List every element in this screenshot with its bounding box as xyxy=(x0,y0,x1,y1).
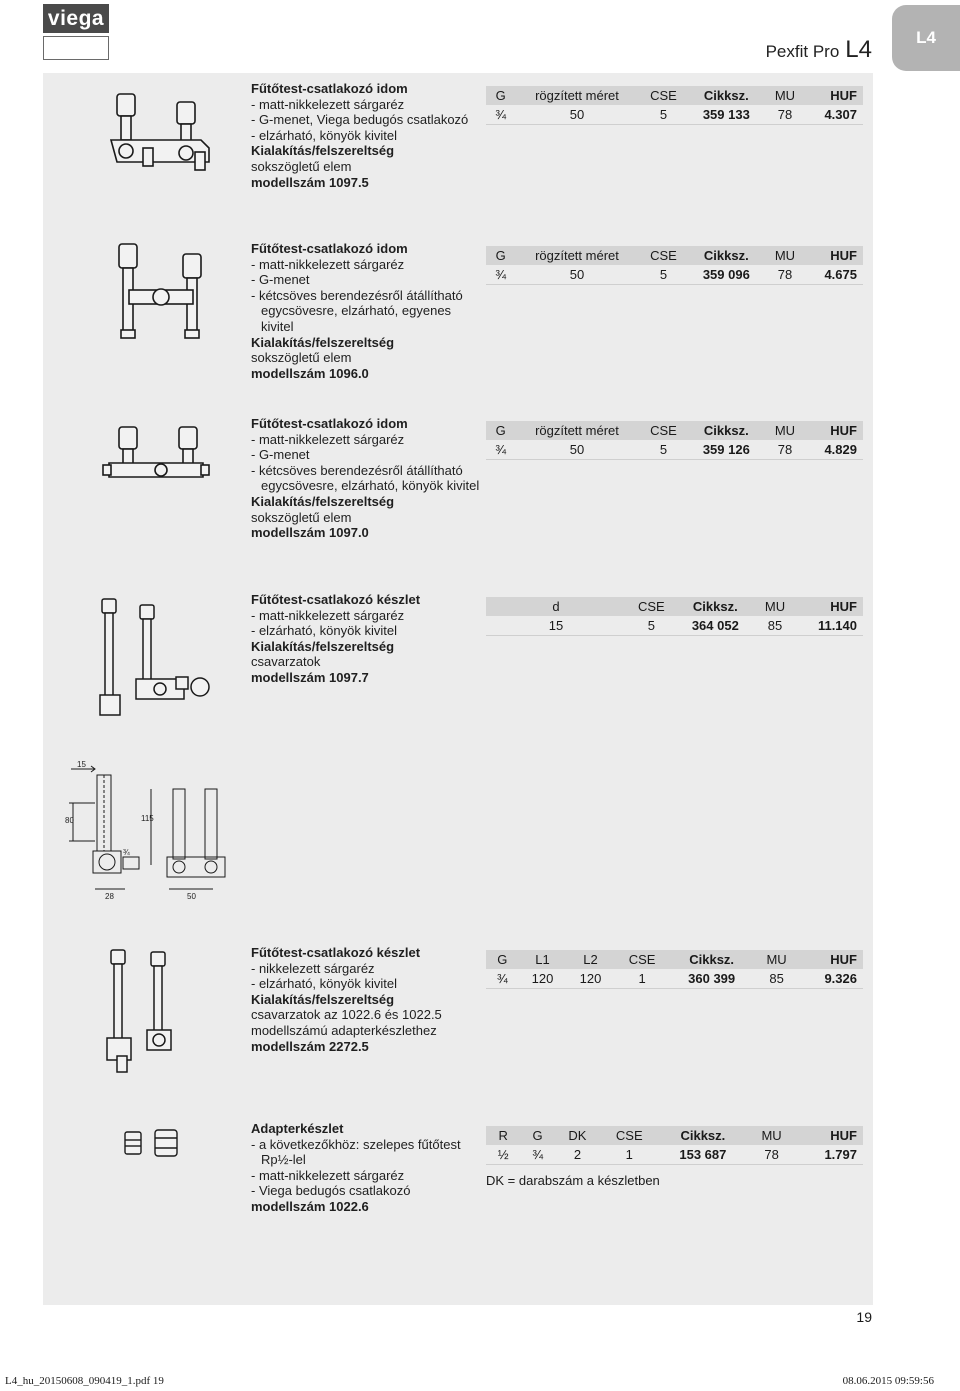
section-heading: Kialakítás/felszereltség xyxy=(251,143,395,159)
article-number[interactable]: 364 052 xyxy=(677,616,754,635)
cell: 120 xyxy=(567,969,615,988)
dim-label: 15 xyxy=(77,761,86,769)
cell: 1 xyxy=(600,1145,658,1164)
cell: 5 xyxy=(639,265,689,284)
cell: 2 xyxy=(555,1145,600,1164)
feature-line: - G-menet xyxy=(251,272,310,288)
spec-table xyxy=(486,950,863,989)
model-number: modellszám 1096.0 xyxy=(251,365,369,381)
col-mu: MU xyxy=(764,246,805,265)
cell: 78 xyxy=(764,265,805,284)
fitting-straight-icon xyxy=(91,240,241,350)
product-description xyxy=(251,1121,486,1215)
catalog-title: Pexfit Pro xyxy=(765,42,840,61)
price: 11.140 xyxy=(796,616,863,635)
model-number: modellszám 1097.7 xyxy=(251,669,369,685)
cell: ¾ xyxy=(520,1145,554,1164)
adapter-set-icon xyxy=(121,1124,201,1174)
col-huf: HUF xyxy=(806,86,863,105)
table-row xyxy=(486,616,863,635)
col-cse: CSE xyxy=(600,1126,658,1145)
viega-logo xyxy=(43,4,109,60)
cell: 5 xyxy=(639,105,689,124)
product-description xyxy=(251,945,486,1054)
section-heading: Kialakítás/felszereltség xyxy=(251,991,395,1007)
col-huf: HUF xyxy=(806,421,863,440)
fitting-set-long-icon xyxy=(91,944,241,1084)
chapter-tab[interactable]: L4 xyxy=(892,5,960,71)
page-header xyxy=(766,36,872,64)
logo-wordmark: viega xyxy=(43,4,109,33)
spec-table xyxy=(486,597,863,636)
article-number[interactable]: 359 126 xyxy=(688,440,764,459)
table-footnote: DK = darabszám a készletben xyxy=(486,1173,660,1188)
cell: ¾ xyxy=(486,105,515,124)
col-fixed-size: rögzített méret xyxy=(515,86,638,105)
dim-label: 80 xyxy=(65,816,74,825)
col-l1: L1 xyxy=(519,950,567,969)
model-number: modellszám 2272.5 xyxy=(251,1038,369,1054)
spec-table xyxy=(486,421,863,460)
cell: 50 xyxy=(515,265,638,284)
product-title: Fűtőtest-csatlakozó idom xyxy=(251,81,408,96)
product-title: Adapterkészlet xyxy=(251,1121,344,1136)
col-huf: HUF xyxy=(796,597,863,616)
article-number[interactable]: 360 399 xyxy=(670,969,754,988)
spec-table xyxy=(486,86,863,125)
article-number[interactable]: 359 096 xyxy=(688,265,764,284)
col-cse: CSE xyxy=(639,421,689,440)
cell: 78 xyxy=(747,1145,796,1164)
section-line: sokszögletű elem xyxy=(251,158,352,174)
feature-line: - Viega bedugós csatlakozó xyxy=(251,1183,411,1199)
model-number: modellszám 1022.6 xyxy=(251,1198,369,1214)
col-fixed-size: rögzített méret xyxy=(515,246,638,265)
cell: 120 xyxy=(519,969,567,988)
col-article: Cikksz. xyxy=(658,1126,747,1145)
col-cse: CSE xyxy=(626,597,677,616)
col-huf: HUF xyxy=(806,246,863,265)
section-line: csavarzatok az 1022.6 és 1022.5 modellszámú adapterkészlethez xyxy=(251,1007,442,1038)
spec-table xyxy=(486,1126,863,1165)
table-row xyxy=(486,105,863,124)
spec-table xyxy=(486,246,863,285)
cell: 85 xyxy=(754,969,800,988)
col-l2: L2 xyxy=(567,950,615,969)
feature-line: - matt-nikkelezett sárgaréz xyxy=(251,607,405,623)
col-g: G xyxy=(486,246,515,265)
col-article: Cikksz. xyxy=(677,597,754,616)
section-heading: Kialakítás/felszereltség xyxy=(251,493,395,509)
dim-label: ¾ xyxy=(123,848,130,857)
section-line: sokszögletű elem xyxy=(251,350,352,366)
price: 1.797 xyxy=(796,1145,863,1164)
cell: 1 xyxy=(614,969,669,988)
col-mu: MU xyxy=(764,86,805,105)
footer-timestamp: 08.06.2015 09:59:56 xyxy=(842,1375,934,1387)
cell: 50 xyxy=(515,105,638,124)
table-row xyxy=(486,969,863,988)
cell: 15 xyxy=(486,616,626,635)
table-row xyxy=(486,1145,863,1164)
article-number[interactable]: 359 133 xyxy=(688,105,764,124)
col-cse: CSE xyxy=(639,86,689,105)
col-article: Cikksz. xyxy=(688,86,764,105)
feature-line: - elzárható, könyök kivitel xyxy=(251,976,397,992)
col-dk: DK xyxy=(555,1126,600,1145)
product-title: Fűtőtest-csatlakozó készlet xyxy=(251,592,421,607)
price: 9.326 xyxy=(800,969,863,988)
col-article: Cikksz. xyxy=(688,421,764,440)
price: 4.307 xyxy=(806,105,863,124)
col-huf: HUF xyxy=(800,950,863,969)
product-description xyxy=(251,81,486,190)
section-heading: Kialakítás/felszereltség xyxy=(251,638,395,654)
product-description xyxy=(251,592,486,686)
cell: 5 xyxy=(639,440,689,459)
dim-label: 28 xyxy=(105,892,114,901)
chapter-code: L4 xyxy=(845,36,872,63)
feature-line: - G-menet xyxy=(251,447,310,463)
col-mu: MU xyxy=(747,1126,796,1145)
col-mu: MU xyxy=(764,421,805,440)
table-row xyxy=(486,265,863,284)
product-title: Fűtőtest-csatlakozó idom xyxy=(251,241,408,256)
feature-line: - matt-nikkelezett sárgaréz xyxy=(251,96,405,112)
cell: ¾ xyxy=(486,969,519,988)
feature-line: - a következőkhöz: szelepes fűtőtest Rp½-lel xyxy=(251,1136,461,1168)
product-description xyxy=(251,416,486,541)
dim-label: 115 xyxy=(141,814,154,823)
price: 4.829 xyxy=(806,440,863,459)
fitting-angle-icon xyxy=(91,88,241,178)
product-description xyxy=(251,241,486,381)
fitting-set-icon xyxy=(88,591,268,731)
dim-label: 50 xyxy=(187,892,196,901)
fitting-angle-icon xyxy=(91,423,241,493)
product-title: Fűtőtest-csatlakozó készlet xyxy=(251,945,421,960)
feature-line: - G-menet, Viega bedugós csatlakozó xyxy=(251,112,469,128)
cell: ¾ xyxy=(486,265,515,284)
technical-drawing xyxy=(65,761,245,901)
col-cse: CSE xyxy=(639,246,689,265)
section-line: sokszögletű elem xyxy=(251,509,352,525)
feature-line: - elzárható, könyök kivitel xyxy=(251,127,397,143)
feature-line: - kétcsöves berendezésről átállítható egycsövesre, elzárható, könyök kivitel xyxy=(251,462,480,494)
col-g: G xyxy=(520,1126,554,1145)
cell: 78 xyxy=(764,105,805,124)
cell: 5 xyxy=(626,616,677,635)
model-number: modellszám 1097.0 xyxy=(251,525,369,541)
col-article: Cikksz. xyxy=(670,950,754,969)
col-fixed-size: rögzített méret xyxy=(515,421,638,440)
cell: 78 xyxy=(764,440,805,459)
col-d: d xyxy=(486,597,626,616)
feature-line: - matt-nikkelezett sárgaréz xyxy=(251,256,405,272)
cell: 85 xyxy=(754,616,796,635)
feature-line: - matt-nikkelezett sárgaréz xyxy=(251,1167,405,1183)
col-r: R xyxy=(486,1126,520,1145)
section-heading: Kialakítás/felszereltség xyxy=(251,334,395,350)
col-g: G xyxy=(486,950,519,969)
col-g: G xyxy=(486,421,515,440)
section-line: csavarzatok xyxy=(251,654,321,670)
feature-line: - elzárható, könyök kivitel xyxy=(251,623,397,639)
feature-line: - matt-nikkelezett sárgaréz xyxy=(251,431,405,447)
col-mu: MU xyxy=(754,597,796,616)
article-number[interactable]: 153 687 xyxy=(658,1145,747,1164)
cell: ½ xyxy=(486,1145,520,1164)
table-row xyxy=(486,440,863,459)
cell: 50 xyxy=(515,440,638,459)
col-article: Cikksz. xyxy=(688,246,764,265)
page-number: 19 xyxy=(856,1309,872,1325)
col-huf: HUF xyxy=(796,1126,863,1145)
price: 4.675 xyxy=(806,265,863,284)
product-title: Fűtőtest-csatlakozó idom xyxy=(251,416,408,431)
feature-line: - kétcsöves berendezésről átállítható egycsövesre, elzárható, egyenes kivitel xyxy=(251,287,463,334)
col-cse: CSE xyxy=(614,950,669,969)
logo-bar xyxy=(43,36,109,60)
footer-file-info: L4_hu_20150608_090419_1.pdf 19 xyxy=(5,1375,164,1387)
cell: ¾ xyxy=(486,440,515,459)
model-number: modellszám 1097.5 xyxy=(251,174,369,190)
col-mu: MU xyxy=(754,950,800,969)
feature-line: - nikkelezett sárgaréz xyxy=(251,960,375,976)
col-g: G xyxy=(486,86,515,105)
